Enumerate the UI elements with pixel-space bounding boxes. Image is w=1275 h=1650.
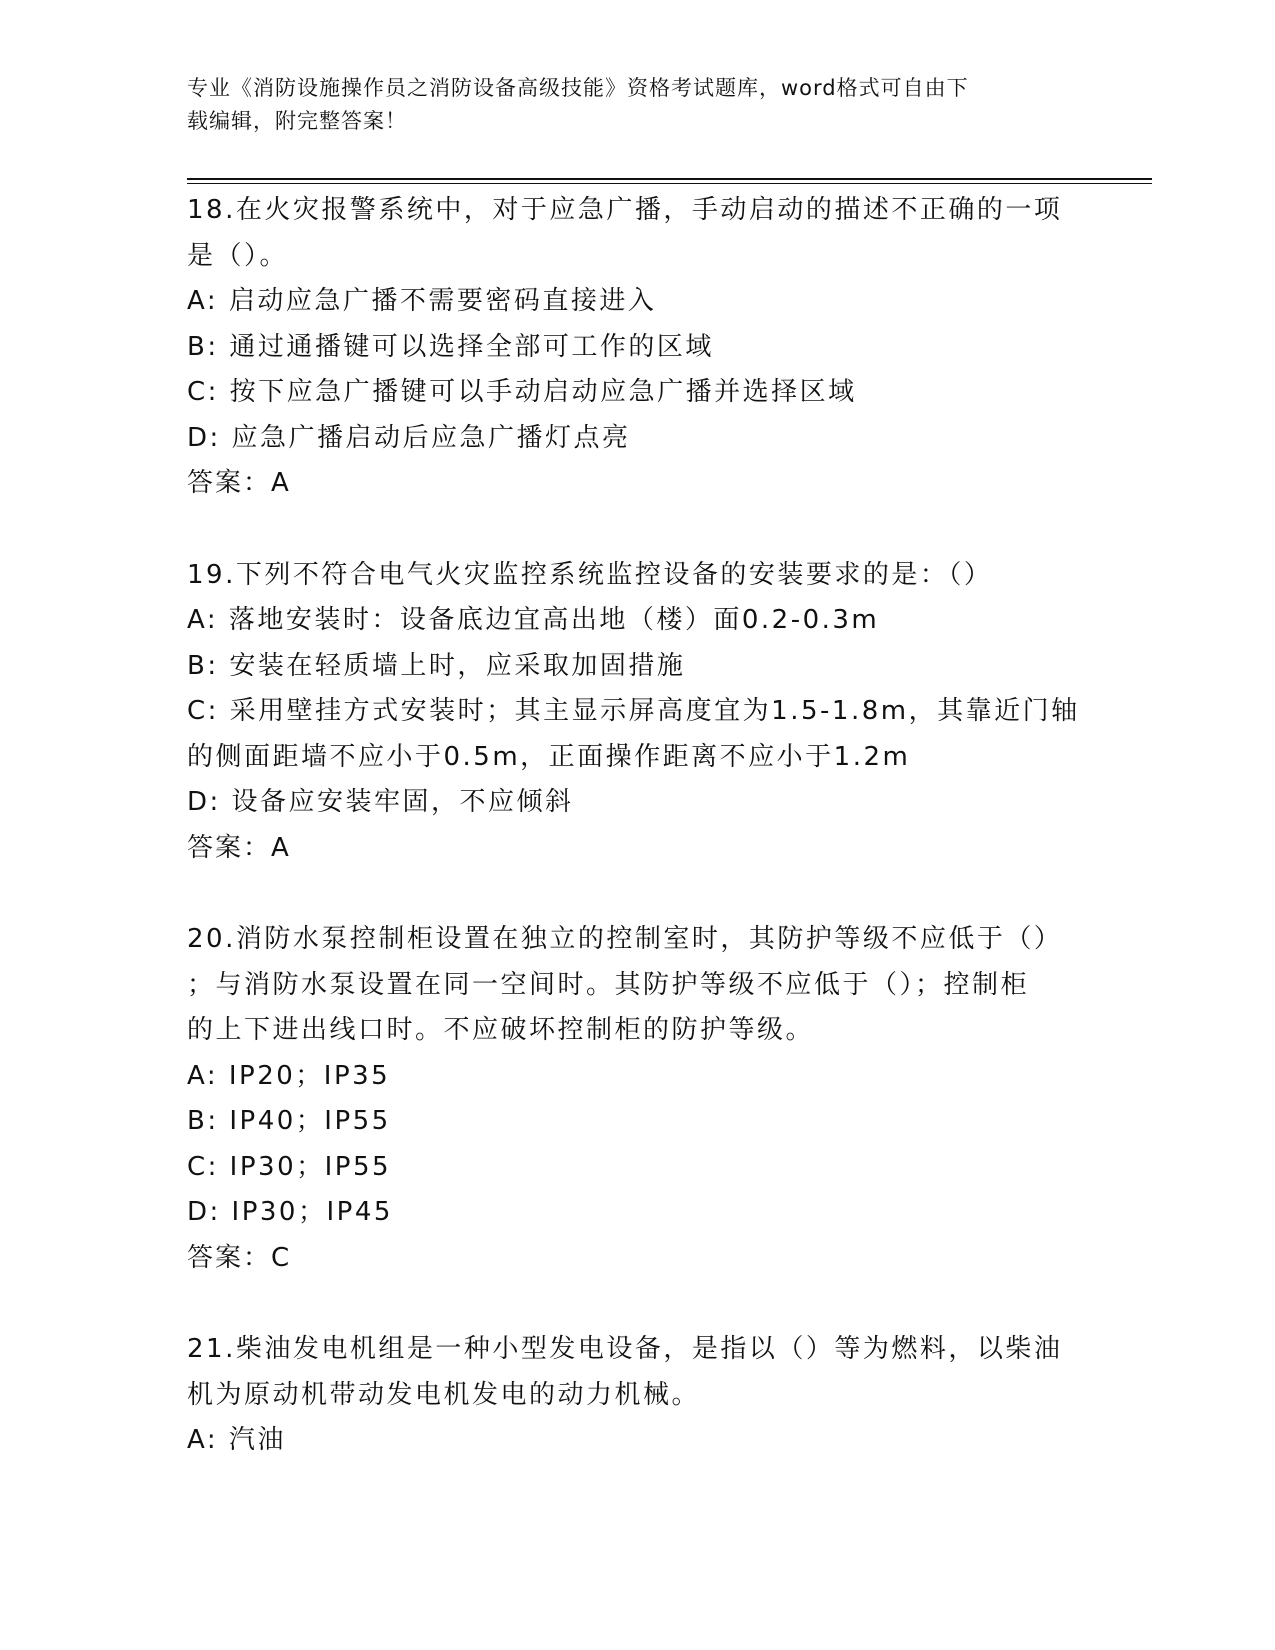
document-header — [187, 72, 1067, 138]
answer-line — [187, 461, 1087, 507]
option-b: B: 安装在轻质墙上时，应采取加固措施 — [187, 650, 686, 681]
question-18 — [187, 188, 1087, 507]
answer-value: A — [271, 468, 289, 498]
question-list — [187, 188, 1087, 1510]
answer-value: A — [271, 832, 289, 863]
option-c: C: IP30；IP55 — [187, 1151, 392, 1182]
question-stem-line: 机为原动机带动发电机发电的动力机械。 — [187, 1379, 701, 1410]
option-a: A: 落地安装时：设备底边宜高出地（楼）面0.2-0.3m — [187, 605, 880, 635]
option-d: D: IP30；IP45 — [187, 1197, 393, 1227]
answer-label: 答案： — [187, 1242, 272, 1273]
option-a: A: IP20；IP35 — [187, 1060, 391, 1091]
answer-label: 答案： — [187, 468, 272, 498]
header-line-2: 载编辑，附完整答案！ — [187, 109, 407, 133]
option-c: C: 按下应急广播键可以手动启动应急广播并选择区域 — [187, 377, 857, 407]
question-stem-line: ；与消防水泵设置在同一空间时。其防护等级不应低于（）；控制柜 — [187, 969, 1030, 1000]
header-divider-thick — [187, 178, 1152, 180]
answer-line — [187, 1236, 1087, 1282]
question-stem-line: 18.在火灾报警系统中，对于应急广播，手动启动的描述不正确的一项 — [187, 195, 1063, 225]
question-19 — [187, 553, 1087, 872]
question-stem-line: 21.柴油发电机组是一种小型发电设备，是指以（）等为燃料，以柴油 — [187, 1334, 1063, 1364]
option-c: C: 采用壁挂方式安装时；其主显示屏高度宜为1.5-1.8m，其靠近门轴 — [187, 696, 1080, 726]
header-line-1: 专业《消防设施操作员之消防设备高级技能》资格考试题库，word格式可自由下 — [187, 76, 969, 100]
question-21 — [187, 1327, 1087, 1464]
question-stem-line: 是（）。 — [187, 240, 289, 271]
answer-label: 答案： — [187, 832, 272, 863]
question-stem-line: 的上下进出线口时。不应破坏控制柜的防护等级。 — [187, 1015, 815, 1045]
option-c-continued: 的侧面距墙不应小于0.5m，正面操作距离不应小于1.2m — [187, 741, 911, 772]
question-stem-line: 20.消防水泵控制柜设置在独立的控制室时，其防护等级不应低于（） — [187, 924, 1063, 954]
option-d: D: 应急广播启动后应急广播灯点亮 — [187, 422, 631, 453]
answer-line — [187, 826, 1087, 872]
header-divider-thin — [187, 183, 1152, 184]
question-stem-line: 19.下列不符合电气火灾监控系统监控设备的安装要求的是：（） — [187, 559, 993, 590]
question-20 — [187, 917, 1087, 1281]
option-a: A: 启动应急广播不需要密码直接进入 — [187, 286, 657, 316]
option-d: D: 设备应安装牢固，不应倾斜 — [187, 787, 574, 817]
option-b: B: IP40；IP55 — [187, 1106, 391, 1136]
answer-value: C — [271, 1242, 290, 1273]
option-b: B: 通过通播键可以选择全部可工作的区域 — [187, 331, 714, 362]
option-a: A: 汽油 — [187, 1425, 286, 1455]
